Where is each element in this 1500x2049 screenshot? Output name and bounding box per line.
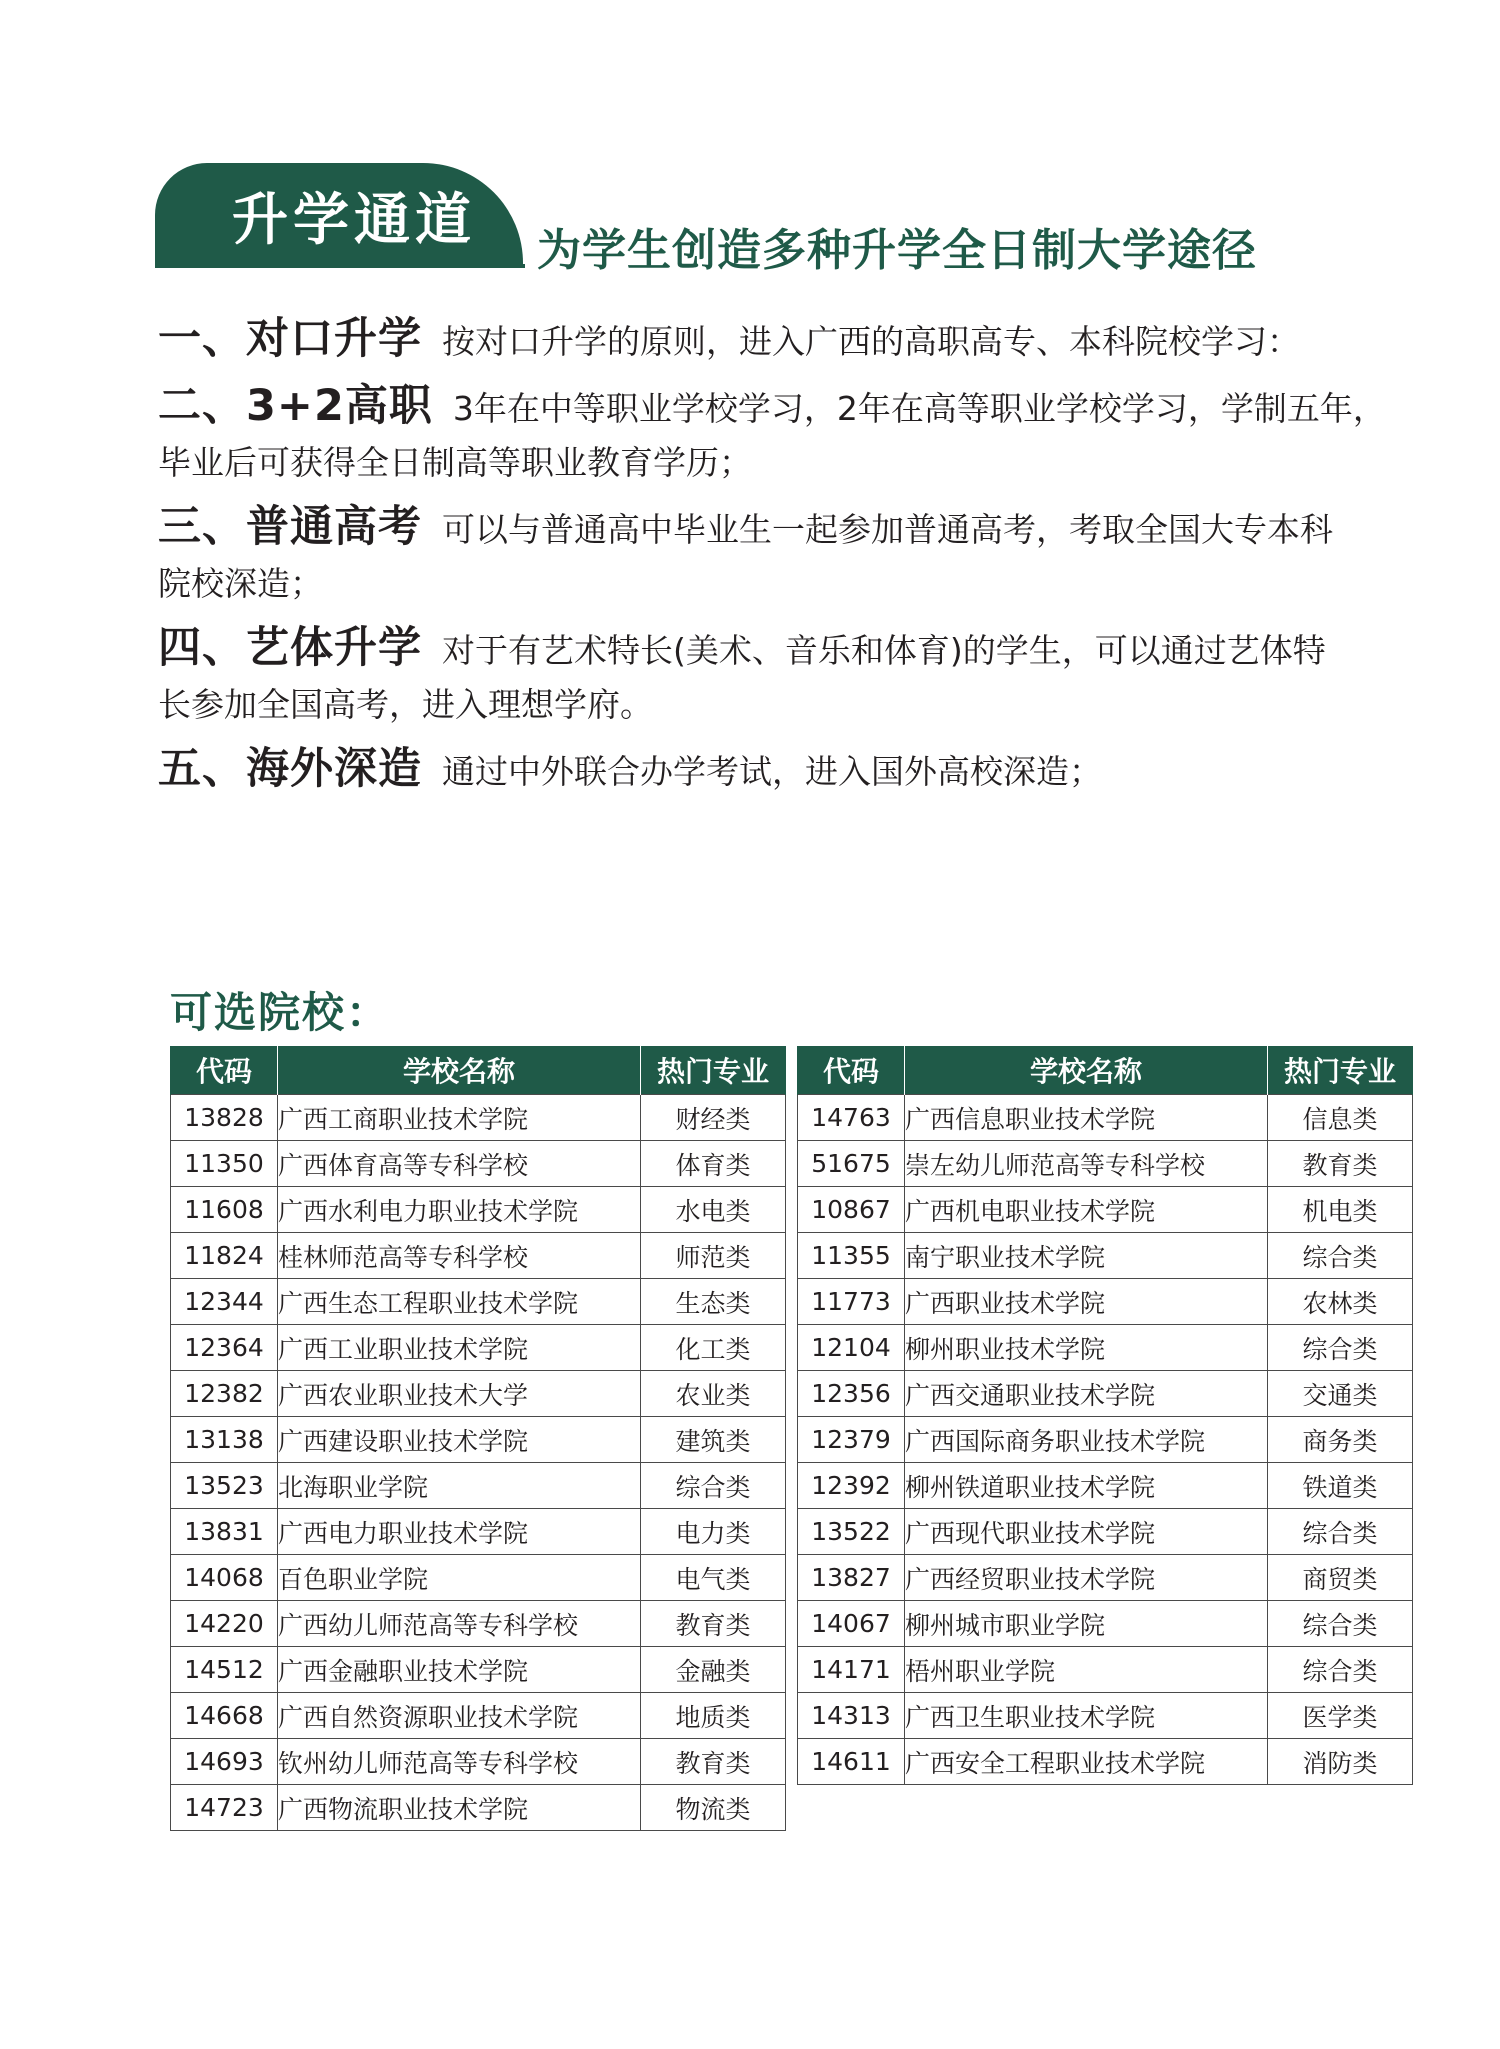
- cell-major: 师范类: [641, 1233, 786, 1279]
- pathway-heading: 三、普通高考: [158, 502, 422, 552]
- cell-code: 14763: [798, 1095, 905, 1141]
- table-row: [171, 1371, 786, 1417]
- cell-major: 综合类: [1268, 1647, 1413, 1693]
- cell-code: 14668: [171, 1693, 278, 1739]
- cell-school-name: 广西建设职业技术学院: [278, 1417, 641, 1463]
- cell-major: 教育类: [641, 1601, 786, 1647]
- pathway-text-cont: 毕业后可获得全日制高等职业教育学历；: [158, 443, 752, 482]
- table-row: [798, 1325, 1413, 1371]
- cell-code: 12392: [798, 1463, 905, 1509]
- cell-school-name: 柳州城市职业学院: [905, 1601, 1268, 1647]
- table-row: [171, 1141, 786, 1187]
- cell-school-name: 广西物流职业技术学院: [278, 1785, 641, 1831]
- cell-code: 11608: [171, 1187, 278, 1233]
- cell-code: 12382: [171, 1371, 278, 1417]
- table-row: [798, 1187, 1413, 1233]
- table-row: [171, 1095, 786, 1141]
- cell-major: 电气类: [641, 1555, 786, 1601]
- table-row: [171, 1325, 786, 1371]
- cell-major: 建筑类: [641, 1417, 786, 1463]
- pathway-text: 按对口升学的原则，进入广西的高职高专、本科院校学习：: [442, 322, 1300, 361]
- cell-major: 综合类: [1268, 1509, 1413, 1555]
- cell-school-name: 广西农业职业技术大学: [278, 1371, 641, 1417]
- table-row: [171, 1463, 786, 1509]
- pathway-list: [158, 312, 1408, 809]
- cell-major: 教育类: [1268, 1141, 1413, 1187]
- cell-school-name: 桂林师范高等专科学校: [278, 1233, 641, 1279]
- cell-major: 综合类: [1268, 1233, 1413, 1279]
- pathway-text: 3年在中等职业学校学习，2年在高等职业学校学习，学制五年，: [452, 389, 1386, 428]
- cell-major: 财经类: [641, 1095, 786, 1141]
- header-name: 学校名称: [278, 1046, 641, 1095]
- header-major: 热门专业: [641, 1046, 786, 1095]
- cell-major: 综合类: [641, 1463, 786, 1509]
- cell-school-name: 广西机电职业技术学院: [905, 1187, 1268, 1233]
- pathway-item: [158, 500, 1408, 611]
- pathway-text-cont: 院校深造；: [158, 564, 323, 603]
- table-row: [171, 1279, 786, 1325]
- table-row: [798, 1693, 1413, 1739]
- cell-school-name: 广西水利电力职业技术学院: [278, 1187, 641, 1233]
- cell-school-name: 广西电力职业技术学院: [278, 1509, 641, 1555]
- cell-school-name: 广西安全工程职业技术学院: [905, 1739, 1268, 1785]
- cell-code: 12356: [798, 1371, 905, 1417]
- table-row: [798, 1417, 1413, 1463]
- cell-major: 综合类: [1268, 1325, 1413, 1371]
- cell-code: 14693: [171, 1739, 278, 1785]
- cell-code: 13522: [798, 1509, 905, 1555]
- pathway-heading: 五、海外深造: [158, 744, 422, 794]
- pathway-text-cont: 长参加全国高考，进入理想学府。: [158, 685, 653, 724]
- cell-code: 12344: [171, 1279, 278, 1325]
- table-row: [798, 1739, 1413, 1785]
- table-row: [171, 1417, 786, 1463]
- cell-school-name: 广西体育高等专科学校: [278, 1141, 641, 1187]
- pathway-heading: 四、艺体升学: [158, 623, 422, 673]
- cell-code: 13523: [171, 1463, 278, 1509]
- cell-school-name: 广西金融职业技术学院: [278, 1647, 641, 1693]
- cell-school-name: 崇左幼儿师范高等专科学校: [905, 1141, 1268, 1187]
- cell-code: 13831: [171, 1509, 278, 1555]
- cell-major: 商贸类: [1268, 1555, 1413, 1601]
- table-row: [171, 1739, 786, 1785]
- cell-major: 综合类: [1268, 1601, 1413, 1647]
- table-row: [798, 1233, 1413, 1279]
- cell-major: 铁道类: [1268, 1463, 1413, 1509]
- table-row: [798, 1279, 1413, 1325]
- header-major: 热门专业: [1268, 1046, 1413, 1095]
- cell-code: 14220: [171, 1601, 278, 1647]
- table-row: [171, 1785, 786, 1831]
- cell-code: 10867: [798, 1187, 905, 1233]
- section-title: 升学通道: [232, 187, 476, 253]
- table-header-row: [171, 1046, 786, 1095]
- pathway-heading: 二、3+2高职: [158, 381, 433, 431]
- schools-table-left: [170, 1046, 786, 1831]
- cell-code: 12379: [798, 1417, 905, 1463]
- cell-school-name: 广西信息职业技术学院: [905, 1095, 1268, 1141]
- cell-school-name: 广西幼儿师范高等专科学校: [278, 1601, 641, 1647]
- cell-school-name: 广西现代职业技术学院: [905, 1509, 1268, 1555]
- cell-school-name: 广西工商职业技术学院: [278, 1095, 641, 1141]
- cell-major: 农业类: [641, 1371, 786, 1417]
- pathway-text: 对于有艺术特长(美术、音乐和体育)的学生，可以通过艺体特: [442, 631, 1326, 670]
- section-banner: [155, 163, 523, 268]
- cell-major: 商务类: [1268, 1417, 1413, 1463]
- table-row: [798, 1647, 1413, 1693]
- cell-major: 消防类: [1268, 1739, 1413, 1785]
- cell-major: 交通类: [1268, 1371, 1413, 1417]
- table-header-row: [798, 1046, 1413, 1095]
- cell-major: 教育类: [641, 1739, 786, 1785]
- cell-school-name: 广西职业技术学院: [905, 1279, 1268, 1325]
- table-row: [171, 1693, 786, 1739]
- table-row: [171, 1601, 786, 1647]
- table-row: [798, 1463, 1413, 1509]
- cell-school-name: 广西生态工程职业技术学院: [278, 1279, 641, 1325]
- cell-code: 12364: [171, 1325, 278, 1371]
- cell-code: 51675: [798, 1141, 905, 1187]
- cell-code: 11824: [171, 1233, 278, 1279]
- cell-code: 11350: [171, 1141, 278, 1187]
- cell-school-name: 北海职业学院: [278, 1463, 641, 1509]
- cell-code: 14611: [798, 1739, 905, 1785]
- section-subtitle: 为学生创造多种升学全日制大学途径: [537, 225, 1257, 276]
- cell-major: 体育类: [641, 1141, 786, 1187]
- cell-code: 11355: [798, 1233, 905, 1279]
- cell-school-name: 广西国际商务职业技术学院: [905, 1417, 1268, 1463]
- cell-code: 13827: [798, 1555, 905, 1601]
- pathway-heading: 一、对口升学: [158, 314, 422, 364]
- cell-code: 11773: [798, 1279, 905, 1325]
- table-row: [171, 1233, 786, 1279]
- banner-underline: [155, 264, 525, 268]
- cell-code: 14313: [798, 1693, 905, 1739]
- cell-school-name: 南宁职业技术学院: [905, 1233, 1268, 1279]
- cell-major: 机电类: [1268, 1187, 1413, 1233]
- cell-major: 信息类: [1268, 1095, 1413, 1141]
- cell-major: 农林类: [1268, 1279, 1413, 1325]
- cell-school-name: 梧州职业学院: [905, 1647, 1268, 1693]
- cell-code: 13828: [171, 1095, 278, 1141]
- pathway-text: 可以与普通高中毕业生一起参加普通高考，考取全国大专本科: [442, 510, 1333, 549]
- pathway-item: [158, 312, 1408, 369]
- cell-school-name: 柳州铁道职业技术学院: [905, 1463, 1268, 1509]
- table-row: [171, 1647, 786, 1693]
- cell-major: 医学类: [1268, 1693, 1413, 1739]
- table-row: [798, 1095, 1413, 1141]
- header-code: 代码: [171, 1046, 278, 1095]
- pathway-item: [158, 742, 1408, 799]
- cell-major: 地质类: [641, 1693, 786, 1739]
- pathway-text: 通过中外联合办学考试，进入国外高校深造；: [442, 752, 1102, 791]
- cell-code: 14171: [798, 1647, 905, 1693]
- header-code: 代码: [798, 1046, 905, 1095]
- cell-code: 13138: [171, 1417, 278, 1463]
- cell-major: 物流类: [641, 1785, 786, 1831]
- cell-school-name: 广西交通职业技术学院: [905, 1371, 1268, 1417]
- cell-school-name: 广西卫生职业技术学院: [905, 1693, 1268, 1739]
- table-row: [171, 1187, 786, 1233]
- table-row: [171, 1555, 786, 1601]
- table-row: [798, 1601, 1413, 1647]
- cell-school-name: 钦州幼儿师范高等专科学校: [278, 1739, 641, 1785]
- cell-code: 14068: [171, 1555, 278, 1601]
- header-name: 学校名称: [905, 1046, 1268, 1095]
- cell-school-name: 柳州职业技术学院: [905, 1325, 1268, 1371]
- pathway-item: [158, 379, 1408, 490]
- table-row: [798, 1555, 1413, 1601]
- table-row: [798, 1141, 1413, 1187]
- cell-major: 生态类: [641, 1279, 786, 1325]
- table-row: [798, 1509, 1413, 1555]
- cell-school-name: 广西工业职业技术学院: [278, 1325, 641, 1371]
- schools-table-right: [797, 1046, 1413, 1785]
- cell-major: 水电类: [641, 1187, 786, 1233]
- cell-school-name: 广西经贸职业技术学院: [905, 1555, 1268, 1601]
- cell-major: 电力类: [641, 1509, 786, 1555]
- cell-school-name: 百色职业学院: [278, 1555, 641, 1601]
- cell-code: 14512: [171, 1647, 278, 1693]
- cell-code: 14723: [171, 1785, 278, 1831]
- schools-heading: 可选院校：: [170, 988, 391, 1037]
- table-row: [798, 1371, 1413, 1417]
- cell-school-name: 广西自然资源职业技术学院: [278, 1693, 641, 1739]
- cell-code: 14067: [798, 1601, 905, 1647]
- cell-major: 化工类: [641, 1325, 786, 1371]
- cell-major: 金融类: [641, 1647, 786, 1693]
- cell-code: 12104: [798, 1325, 905, 1371]
- pathway-item: [158, 621, 1408, 732]
- table-row: [171, 1509, 786, 1555]
